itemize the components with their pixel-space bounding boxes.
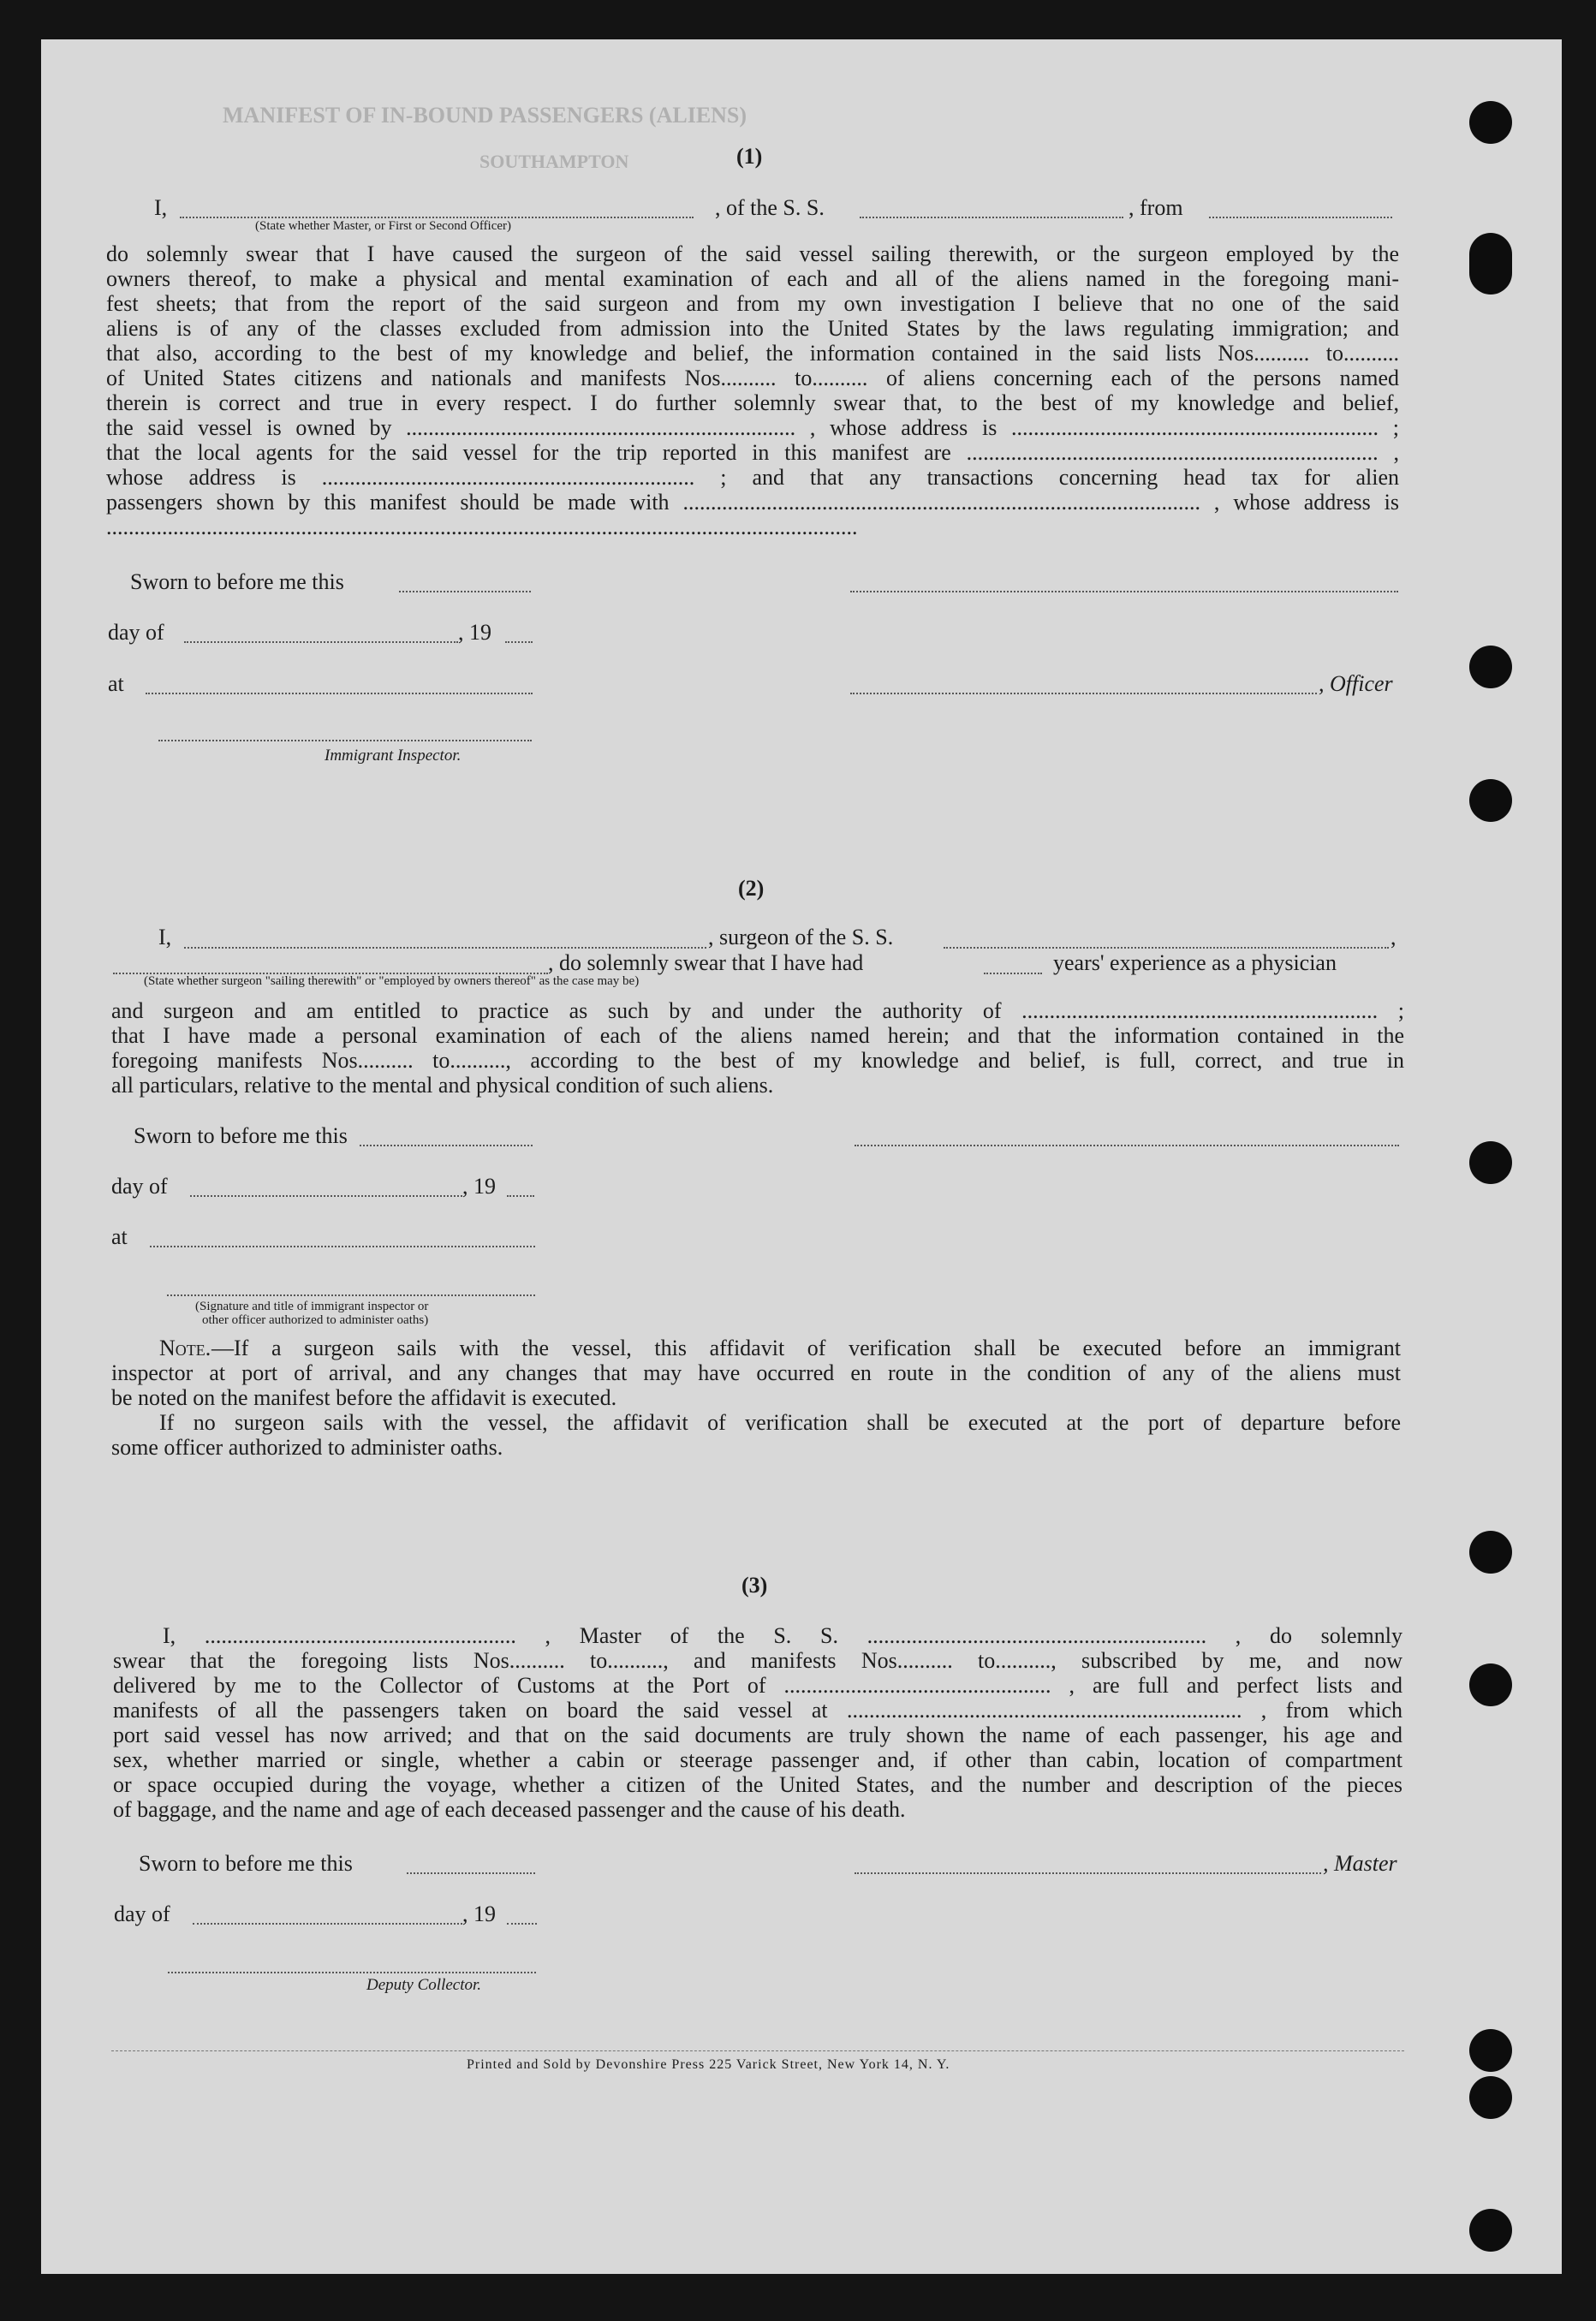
binder-hole <box>1469 233 1512 295</box>
binder-hole <box>1469 1141 1512 1184</box>
blank-field <box>150 1246 535 1247</box>
text-line: or space occupied during the voyage, whether a citizen of the United States, and the number and description of the pieces <box>113 1772 1402 1797</box>
note-label-text: Note. <box>159 1336 211 1360</box>
section-number: (3) <box>741 1573 768 1598</box>
day-of-label: day of <box>108 620 164 645</box>
text-line: , surgeon of the S. S. <box>708 925 894 949</box>
at-label: at <box>108 671 124 696</box>
text-line: and surgeon and am entitled to practice as such by and under the authority of ................................................................ ; <box>111 998 1404 1023</box>
field-caption: (State whether Master, or First or Second Officer) <box>255 219 512 233</box>
field-caption: (State whether surgeon "sailing therewith" or "employed by owners thereof" as the case may be) <box>144 974 640 988</box>
sworn-label: Sworn to before me this <box>139 1851 353 1876</box>
signature-line <box>167 1294 535 1296</box>
text-line: , do solemnly swear that I have had <box>548 950 864 975</box>
blank-field <box>360 1145 533 1146</box>
blank-field <box>190 1195 462 1197</box>
year-label: , 19 <box>458 620 491 645</box>
text-line: , of the S. S. <box>715 195 825 220</box>
blank-field <box>860 217 1123 218</box>
year-label: , 19 <box>462 1174 496 1199</box>
day-of-label: day of <box>114 1901 170 1926</box>
text-line: port said vessel has now arrived; and that on the said documents are truly shown the name of each passenger, his age and <box>113 1723 1402 1747</box>
bleed-through-text: MANIFEST OF IN-BOUND PASSENGERS (ALIENS) <box>223 103 747 128</box>
note-line: be noted on the manifest before the affidavit is executed. <box>111 1385 617 1410</box>
text-line: do solemnly swear that I have caused the surgeon of the said vessel sailing therewith, or the surgeon employed by the <box>106 241 1399 266</box>
text-line: of baggage, and the name and age of each deceased passenger and the cause of his death. <box>113 1797 906 1822</box>
at-label: at <box>111 1224 128 1249</box>
signature-line <box>168 1972 536 1973</box>
blank-field <box>505 641 533 643</box>
deputy-label: Deputy Collector. <box>366 1976 482 1994</box>
text-line: sex, whether married or single, whether a cabin or steerage passenger and, if other than cabin, location of compartment <box>113 1747 1402 1772</box>
blank-field <box>193 1923 462 1925</box>
blank-field <box>944 947 1389 949</box>
text-line: whose address is ................................................................... ; and that any transactions concerning head tax for alien <box>106 465 1399 490</box>
text-line: therein is correct and true in every respect. I do further solemnly swear that, to the best of my knowledge and belief, <box>106 390 1399 415</box>
signature-line <box>855 1872 1321 1874</box>
sworn-label: Sworn to before me this <box>134 1123 348 1148</box>
text-line: foregoing manifests Nos.......... to.........., according to the best of my knowledge and belief, is full, correct, and true in <box>111 1048 1404 1073</box>
text-line: owners thereof, to make a physical and mental examination of each and all of the aliens named in the foregoing mani- <box>106 266 1399 291</box>
text-line: , from <box>1129 195 1183 220</box>
note-line: If no surgeon sails with the vessel, the affidavit of verification shall be executed at the port of departure before <box>159 1410 1401 1435</box>
section-number: (1) <box>736 144 763 169</box>
text-line: aliens is of any of the classes excluded from admission into the United States by the laws regulating immigration; and <box>106 316 1399 341</box>
officer-label: , Officer <box>1319 671 1393 696</box>
binder-hole <box>1469 2076 1512 2119</box>
binder-hole <box>1469 779 1512 822</box>
sworn-label: Sworn to before me this <box>130 569 344 594</box>
text-line: ....................................................................................................................................... <box>106 515 858 539</box>
signature-caption: other officer authorized to administer oaths) <box>202 1313 429 1327</box>
binder-hole <box>1469 2029 1512 2072</box>
year-label: , 19 <box>462 1901 496 1926</box>
binder-hole <box>1469 646 1512 688</box>
blank-field <box>184 947 706 949</box>
note-line: —If a surgeon sails with the vessel, this affidavit of verification shall be executed before an immigrant <box>211 1336 1401 1360</box>
text-line: that also, according to the best of my knowledge and belief, the information contained in the said lists Nos.......... to.......... <box>106 341 1399 366</box>
binder-hole <box>1469 101 1512 144</box>
text-line: that I have made a personal examination of each of the aliens named herein; and that the information contained in the <box>111 1023 1404 1048</box>
bleed-through-text: SOUTHAMPTON <box>479 151 629 172</box>
signature-line <box>850 591 1398 592</box>
blank-field <box>407 1872 535 1874</box>
blank-field <box>507 1195 534 1197</box>
text-line: of United States citizens and nationals and manifests Nos.......... to.......... of aliens concerning each of the persons named <box>106 366 1399 390</box>
blank-field <box>507 1923 537 1925</box>
blank-field <box>1209 217 1392 218</box>
binder-hole <box>1469 1663 1512 1706</box>
text-line: passengers shown by this manifest should be made with ............................................................................................. , whose address is <box>106 490 1399 515</box>
signature-line <box>158 740 532 741</box>
blank-field <box>146 693 533 694</box>
signature-line <box>855 1145 1399 1146</box>
note-label <box>159 1336 211 1361</box>
signature-line <box>850 693 1317 694</box>
inspector-label: Immigrant Inspector. <box>325 747 462 765</box>
blank-field <box>184 641 458 643</box>
master-label: , Master <box>1323 1851 1397 1876</box>
note-line: inspector at port of arrival, and any changes that may have occurred en route in the condition of any of the aliens must <box>111 1360 1401 1385</box>
text-line: swear that the foregoing lists Nos.......... to.........., and manifests Nos.......... to.........., subscribed by me, and now <box>113 1648 1402 1673</box>
text-line: manifests of all the passengers taken on board the said vessel at ....................................................................... , from which <box>113 1698 1402 1723</box>
text-line: that the local agents for the said vessel for the trip reported in this manifest are .......................................................................... , <box>106 440 1399 465</box>
text-line: years' experience as a physician <box>1053 950 1337 975</box>
text-line: delivered by me to the Collector of Customs at the Port of ................................................ , are full and perfect lists and <box>113 1673 1402 1698</box>
note-line: some officer authorized to administer oaths. <box>111 1435 503 1460</box>
day-of-label: day of <box>111 1174 168 1199</box>
text-line: , <box>1391 925 1396 949</box>
text-line: I, <box>158 925 172 949</box>
text-line: fest sheets; that from the report of the said surgeon and from my own investigation I believe that no one of the said <box>106 291 1399 316</box>
binder-hole <box>1469 2209 1512 2252</box>
section-number: (2) <box>738 876 765 901</box>
footer-divider <box>111 2050 1404 2051</box>
text-line: the said vessel is owned by ...................................................................... , whose address is .................................................................. ; <box>106 415 1399 440</box>
blank-field <box>180 217 694 218</box>
binder-hole <box>1469 1531 1512 1574</box>
blank-field <box>399 591 531 592</box>
text-line: I, <box>154 195 168 220</box>
text-line: I, ........................................................ , Master of the S. S. ............................................................. , do solemnly <box>163 1623 1402 1648</box>
text-line: all particulars, relative to the mental and physical condition of such aliens. <box>111 1073 774 1098</box>
printer-footer: Printed and Sold by Devonshire Press 225 Varick Street, New York 14, N. Y. <box>467 2057 950 2072</box>
signature-caption: (Signature and title of immigrant inspector or <box>195 1300 429 1313</box>
blank-field <box>984 973 1042 974</box>
